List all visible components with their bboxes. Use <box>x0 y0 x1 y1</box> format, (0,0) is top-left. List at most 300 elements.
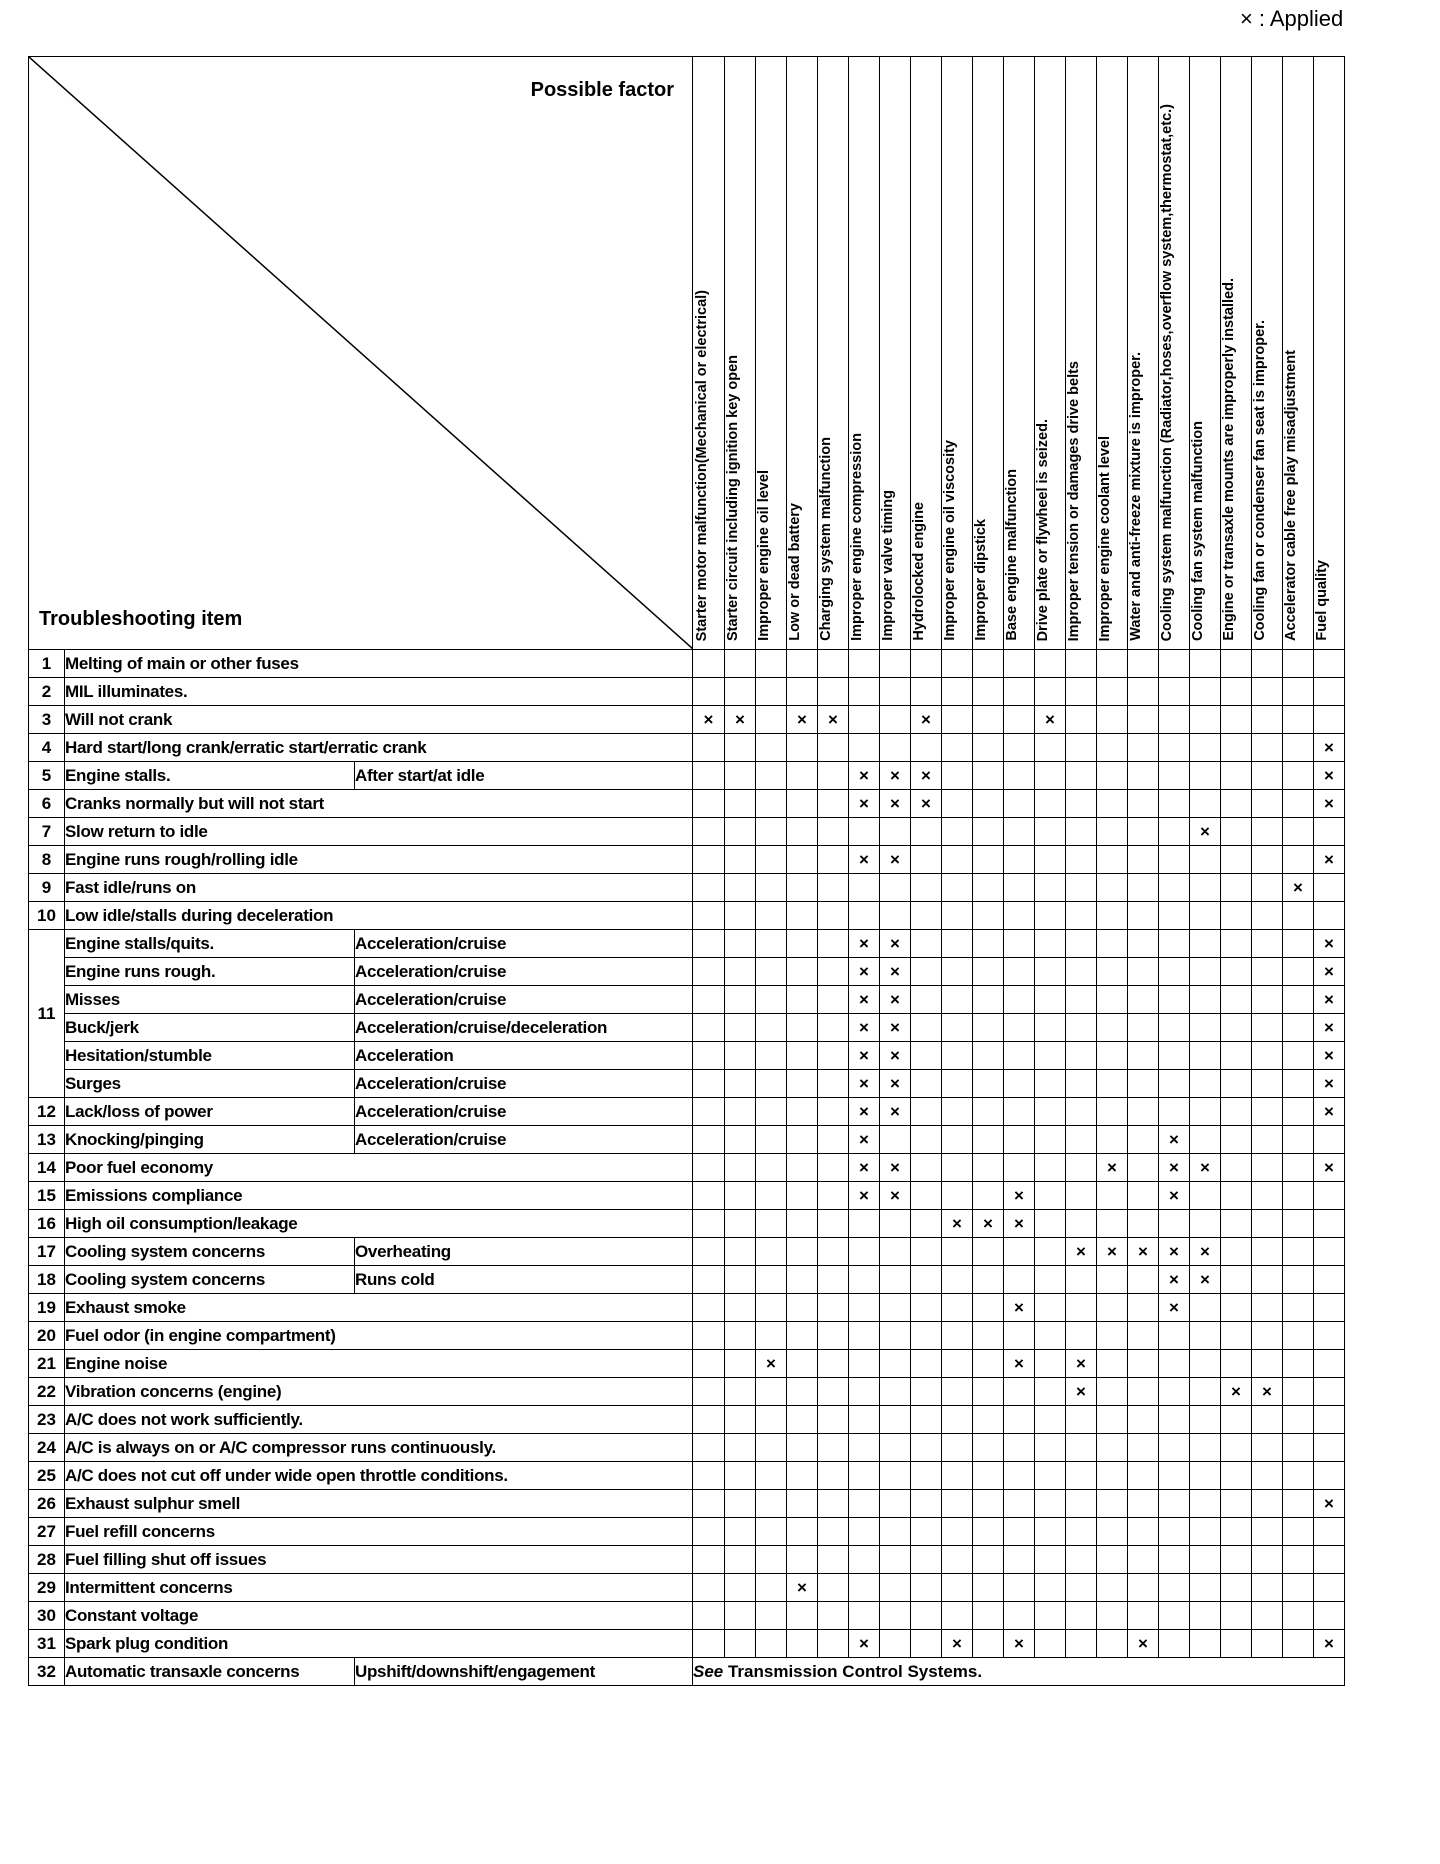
empty-cell <box>1128 1490 1159 1518</box>
empty-cell <box>787 790 818 818</box>
empty-cell <box>1283 650 1314 678</box>
empty-cell <box>1252 1210 1283 1238</box>
empty-cell <box>1221 1574 1252 1602</box>
empty-cell <box>1159 1042 1190 1070</box>
empty-cell <box>1004 818 1035 846</box>
empty-cell <box>849 1518 880 1546</box>
empty-cell <box>1221 678 1252 706</box>
empty-cell <box>1283 734 1314 762</box>
applied-mark: × <box>849 1154 880 1182</box>
empty-cell <box>787 1294 818 1322</box>
empty-cell <box>1128 958 1159 986</box>
empty-cell <box>1283 930 1314 958</box>
empty-cell <box>787 1630 818 1658</box>
table-row <box>29 846 1345 874</box>
empty-cell <box>1221 1322 1252 1350</box>
empty-cell <box>1190 902 1221 930</box>
empty-cell <box>911 734 942 762</box>
factor-header-18 <box>1221 57 1252 650</box>
troubleshooting-item: Surges <box>65 1070 355 1098</box>
empty-cell <box>787 1350 818 1378</box>
applied-mark: × <box>1314 1630 1345 1658</box>
applied-mark: × <box>942 1210 973 1238</box>
empty-cell <box>942 874 973 902</box>
empty-cell <box>973 846 1004 874</box>
empty-cell <box>1035 930 1066 958</box>
empty-cell <box>725 1294 756 1322</box>
empty-cell <box>1190 790 1221 818</box>
applied-mark: × <box>849 1042 880 1070</box>
empty-cell <box>1252 706 1283 734</box>
empty-cell <box>1252 902 1283 930</box>
empty-cell <box>942 1126 973 1154</box>
empty-cell <box>1252 1350 1283 1378</box>
empty-cell <box>818 1378 849 1406</box>
empty-cell <box>1004 986 1035 1014</box>
empty-cell <box>1128 1378 1159 1406</box>
empty-cell <box>787 958 818 986</box>
empty-cell <box>1221 1294 1252 1322</box>
empty-cell <box>1004 1462 1035 1490</box>
empty-cell <box>818 1518 849 1546</box>
empty-cell <box>693 1014 725 1042</box>
empty-cell <box>818 1490 849 1518</box>
empty-cell <box>1283 1434 1314 1462</box>
empty-cell <box>787 1518 818 1546</box>
applied-mark: × <box>1314 1154 1345 1182</box>
empty-cell <box>818 1546 849 1574</box>
empty-cell <box>1252 958 1283 986</box>
empty-cell <box>973 874 1004 902</box>
empty-cell <box>818 650 849 678</box>
applied-mark: × <box>1314 958 1345 986</box>
applied-mark: × <box>880 790 911 818</box>
table-row <box>29 1014 1345 1042</box>
empty-cell <box>1004 1098 1035 1126</box>
row-number: 22 <box>29 1378 65 1406</box>
empty-cell <box>1314 650 1345 678</box>
empty-cell <box>1128 1098 1159 1126</box>
applied-mark: × <box>1004 1630 1035 1658</box>
legend-mark: × <box>1240 6 1253 31</box>
empty-cell <box>818 734 849 762</box>
applied-mark: × <box>1314 846 1345 874</box>
applied-mark: × <box>1066 1238 1097 1266</box>
empty-cell <box>693 846 725 874</box>
empty-cell <box>973 1154 1004 1182</box>
condition: Runs cold <box>355 1266 693 1294</box>
empty-cell <box>756 706 787 734</box>
empty-cell <box>1283 1546 1314 1574</box>
empty-cell <box>942 958 973 986</box>
empty-cell <box>1097 1602 1128 1630</box>
empty-cell <box>1159 790 1190 818</box>
empty-cell <box>1283 1518 1314 1546</box>
empty-cell <box>911 1602 942 1630</box>
troubleshooting-item: A/C does not work sufficiently. <box>65 1406 693 1434</box>
empty-cell <box>1128 1014 1159 1042</box>
empty-cell <box>1128 1182 1159 1210</box>
empty-cell <box>1221 1126 1252 1154</box>
applied-mark: × <box>1066 1350 1097 1378</box>
factor-label: Accelerator cable free play misadjustment <box>1283 350 1299 641</box>
empty-cell <box>942 1014 973 1042</box>
applied-mark: × <box>849 1098 880 1126</box>
empty-cell <box>1159 1070 1190 1098</box>
empty-cell <box>1159 678 1190 706</box>
row-number: 14 <box>29 1154 65 1182</box>
applied-mark: × <box>1314 1042 1345 1070</box>
empty-cell <box>942 1238 973 1266</box>
empty-cell <box>693 1294 725 1322</box>
empty-cell <box>1128 1322 1159 1350</box>
row-number: 5 <box>29 762 65 790</box>
row-number: 7 <box>29 818 65 846</box>
empty-cell <box>725 1406 756 1434</box>
empty-cell <box>1190 846 1221 874</box>
empty-cell <box>693 1266 725 1294</box>
empty-cell <box>1097 958 1128 986</box>
empty-cell <box>756 1434 787 1462</box>
empty-cell <box>1190 1490 1221 1518</box>
factor-header-7 <box>880 57 911 650</box>
applied-mark: × <box>1159 1238 1190 1266</box>
applied-mark: × <box>849 1126 880 1154</box>
empty-cell <box>725 846 756 874</box>
empty-cell <box>818 790 849 818</box>
empty-cell <box>1097 1518 1128 1546</box>
empty-cell <box>1252 650 1283 678</box>
empty-cell <box>693 1098 725 1126</box>
troubleshooting-item: A/C is always on or A/C compressor runs continuously. <box>65 1434 693 1462</box>
empty-cell <box>756 902 787 930</box>
applied-mark: × <box>1314 1014 1345 1042</box>
table-row <box>29 1602 1345 1630</box>
empty-cell <box>880 1126 911 1154</box>
empty-cell <box>1221 902 1252 930</box>
empty-cell <box>880 1602 911 1630</box>
empty-cell <box>1283 706 1314 734</box>
applied-mark: × <box>1190 1266 1221 1294</box>
empty-cell <box>693 650 725 678</box>
empty-cell <box>787 1210 818 1238</box>
table-row <box>29 1630 1345 1658</box>
table-row <box>29 1406 1345 1434</box>
troubleshooting-item: Lack/loss of power <box>65 1098 355 1126</box>
empty-cell <box>1221 874 1252 902</box>
empty-cell <box>787 734 818 762</box>
empty-cell <box>880 1238 911 1266</box>
empty-cell <box>1066 678 1097 706</box>
empty-cell <box>818 846 849 874</box>
empty-cell <box>911 1462 942 1490</box>
empty-cell <box>1128 1406 1159 1434</box>
empty-cell <box>1066 650 1097 678</box>
empty-cell <box>911 1070 942 1098</box>
empty-cell <box>1035 650 1066 678</box>
empty-cell <box>911 1574 942 1602</box>
header-corner <box>29 57 693 650</box>
see-text: Transmission Control Systems. <box>723 1661 983 1681</box>
empty-cell <box>911 1238 942 1266</box>
empty-cell <box>849 1434 880 1462</box>
empty-cell <box>1035 986 1066 1014</box>
empty-cell <box>1035 846 1066 874</box>
factor-label: Starter circuit including ignition key open <box>725 354 741 641</box>
empty-cell <box>911 986 942 1014</box>
factor-header-15 <box>1128 57 1159 650</box>
empty-cell <box>1066 874 1097 902</box>
empty-cell <box>725 1490 756 1518</box>
applied-mark: × <box>787 706 818 734</box>
empty-cell <box>1097 1014 1128 1042</box>
applied-mark: × <box>1097 1238 1128 1266</box>
empty-cell <box>818 1350 849 1378</box>
empty-cell <box>756 678 787 706</box>
empty-cell <box>787 1602 818 1630</box>
empty-cell <box>1190 1126 1221 1154</box>
empty-cell <box>1190 1378 1221 1406</box>
empty-cell <box>1128 1294 1159 1322</box>
empty-cell <box>1035 1070 1066 1098</box>
empty-cell <box>818 1462 849 1490</box>
applied-mark: × <box>1314 930 1345 958</box>
empty-cell <box>1190 1546 1221 1574</box>
empty-cell <box>818 902 849 930</box>
empty-cell <box>1004 1406 1035 1434</box>
factor-header-12 <box>1035 57 1066 650</box>
empty-cell <box>1314 1434 1345 1462</box>
table-row <box>29 1350 1345 1378</box>
troubleshooting-item: Engine noise <box>65 1350 693 1378</box>
empty-cell <box>1097 874 1128 902</box>
empty-cell <box>1190 1042 1221 1070</box>
empty-cell <box>693 1462 725 1490</box>
empty-cell <box>756 1042 787 1070</box>
row-number: 12 <box>29 1098 65 1126</box>
troubleshooting-table <box>28 56 1345 1686</box>
empty-cell <box>1221 1210 1252 1238</box>
factor-label: Improper valve timing <box>880 490 896 641</box>
empty-cell <box>849 1602 880 1630</box>
empty-cell <box>1283 1574 1314 1602</box>
empty-cell <box>880 1266 911 1294</box>
empty-cell <box>787 846 818 874</box>
empty-cell <box>880 818 911 846</box>
empty-cell <box>1221 1238 1252 1266</box>
empty-cell <box>1159 734 1190 762</box>
empty-cell <box>756 1490 787 1518</box>
condition: Acceleration <box>355 1042 693 1070</box>
empty-cell <box>1252 1406 1283 1434</box>
empty-cell <box>880 1210 911 1238</box>
empty-cell <box>849 1294 880 1322</box>
empty-cell <box>693 1350 725 1378</box>
empty-cell <box>911 1490 942 1518</box>
troubleshooting-item: Hesitation/stumble <box>65 1042 355 1070</box>
applied-mark: × <box>1159 1266 1190 1294</box>
applied-mark: × <box>880 1014 911 1042</box>
empty-cell <box>973 706 1004 734</box>
empty-cell <box>1252 1070 1283 1098</box>
empty-cell <box>1128 1518 1159 1546</box>
empty-cell <box>818 762 849 790</box>
troubleshooting-item: Fuel refill concerns <box>65 1518 693 1546</box>
row-number: 24 <box>29 1434 65 1462</box>
empty-cell <box>911 930 942 958</box>
empty-cell <box>880 678 911 706</box>
empty-cell <box>1190 1350 1221 1378</box>
header-row <box>29 57 1345 650</box>
applied-mark: × <box>849 1630 880 1658</box>
empty-cell <box>1283 1350 1314 1378</box>
empty-cell <box>1066 706 1097 734</box>
empty-cell <box>1252 1294 1283 1322</box>
table-row <box>29 650 1345 678</box>
empty-cell <box>1004 846 1035 874</box>
empty-cell <box>1035 1602 1066 1630</box>
empty-cell <box>1190 734 1221 762</box>
empty-cell <box>1252 986 1283 1014</box>
empty-cell <box>1004 1546 1035 1574</box>
empty-cell <box>1097 1098 1128 1126</box>
empty-cell <box>1252 1546 1283 1574</box>
empty-cell <box>1159 1546 1190 1574</box>
empty-cell <box>1221 762 1252 790</box>
empty-cell <box>1159 1350 1190 1378</box>
empty-cell <box>1221 1462 1252 1490</box>
empty-cell <box>818 1294 849 1322</box>
empty-cell <box>849 678 880 706</box>
empty-cell <box>973 734 1004 762</box>
empty-cell <box>942 1266 973 1294</box>
empty-cell <box>1252 762 1283 790</box>
empty-cell <box>1283 1602 1314 1630</box>
empty-cell <box>1190 1070 1221 1098</box>
row-number: 9 <box>29 874 65 902</box>
empty-cell <box>911 1266 942 1294</box>
empty-cell <box>942 1378 973 1406</box>
empty-cell <box>787 1042 818 1070</box>
applied-mark: × <box>1004 1182 1035 1210</box>
table-row <box>29 1266 1345 1294</box>
empty-cell <box>1283 1210 1314 1238</box>
empty-cell <box>942 902 973 930</box>
empty-cell <box>1035 1378 1066 1406</box>
empty-cell <box>973 1322 1004 1350</box>
empty-cell <box>1314 1266 1345 1294</box>
table-row <box>29 818 1345 846</box>
empty-cell <box>1097 1182 1128 1210</box>
table-row <box>29 678 1345 706</box>
empty-cell <box>1128 1350 1159 1378</box>
empty-cell <box>973 1042 1004 1070</box>
empty-cell <box>942 1322 973 1350</box>
table-row <box>29 1294 1345 1322</box>
empty-cell <box>1190 930 1221 958</box>
empty-cell <box>1097 1042 1128 1070</box>
empty-cell <box>725 1518 756 1546</box>
empty-cell <box>787 902 818 930</box>
empty-cell <box>756 1210 787 1238</box>
factor-header-20 <box>1283 57 1314 650</box>
empty-cell <box>1252 1434 1283 1462</box>
empty-cell <box>725 650 756 678</box>
empty-cell <box>756 958 787 986</box>
empty-cell <box>1314 874 1345 902</box>
factor-header-3 <box>756 57 787 650</box>
empty-cell <box>756 1602 787 1630</box>
legend <box>1240 6 1420 32</box>
empty-cell <box>1314 1294 1345 1322</box>
empty-cell <box>973 1546 1004 1574</box>
empty-cell <box>1190 1462 1221 1490</box>
empty-cell <box>1066 734 1097 762</box>
empty-cell <box>725 790 756 818</box>
empty-cell <box>1128 930 1159 958</box>
empty-cell <box>1283 986 1314 1014</box>
table-row <box>29 1070 1345 1098</box>
applied-mark: × <box>880 1098 911 1126</box>
troubleshooting-item: Fuel odor (in engine compartment) <box>65 1322 693 1350</box>
empty-cell <box>1097 1070 1128 1098</box>
empty-cell <box>911 958 942 986</box>
factor-header-11 <box>1004 57 1035 650</box>
troubleshooting-item: Slow return to idle <box>65 818 693 846</box>
row-number: 15 <box>29 1182 65 1210</box>
applied-mark: × <box>756 1350 787 1378</box>
applied-mark: × <box>880 762 911 790</box>
empty-cell <box>1035 1154 1066 1182</box>
empty-cell <box>942 1182 973 1210</box>
empty-cell <box>1159 1602 1190 1630</box>
empty-cell <box>1097 1378 1128 1406</box>
factor-label: Water and anti-freeze mixture is improper. <box>1128 352 1144 641</box>
factor-label: Cooling fan system malfunction <box>1190 421 1206 641</box>
empty-cell <box>1035 1126 1066 1154</box>
applied-mark: × <box>818 706 849 734</box>
empty-cell <box>787 1182 818 1210</box>
empty-cell <box>973 1518 1004 1546</box>
row-number: 11 <box>29 930 65 1098</box>
empty-cell <box>1035 1630 1066 1658</box>
empty-cell <box>911 818 942 846</box>
applied-mark: × <box>849 930 880 958</box>
empty-cell <box>1066 1154 1097 1182</box>
troubleshooting-item: Poor fuel economy <box>65 1154 693 1182</box>
row-number: 18 <box>29 1266 65 1294</box>
empty-cell <box>1221 1630 1252 1658</box>
empty-cell <box>1252 1154 1283 1182</box>
applied-mark: × <box>880 1182 911 1210</box>
empty-cell <box>911 1518 942 1546</box>
empty-cell <box>1283 1182 1314 1210</box>
empty-cell <box>1159 1630 1190 1658</box>
empty-cell <box>1252 1098 1283 1126</box>
empty-cell <box>942 1462 973 1490</box>
empty-cell <box>693 790 725 818</box>
applied-mark: × <box>911 706 942 734</box>
empty-cell <box>1159 1574 1190 1602</box>
empty-cell <box>1097 790 1128 818</box>
empty-cell <box>1128 1546 1159 1574</box>
empty-cell <box>1283 846 1314 874</box>
empty-cell <box>1283 1126 1314 1154</box>
table-row <box>29 1182 1345 1210</box>
empty-cell <box>1035 790 1066 818</box>
empty-cell <box>1283 1238 1314 1266</box>
empty-cell <box>1159 930 1190 958</box>
